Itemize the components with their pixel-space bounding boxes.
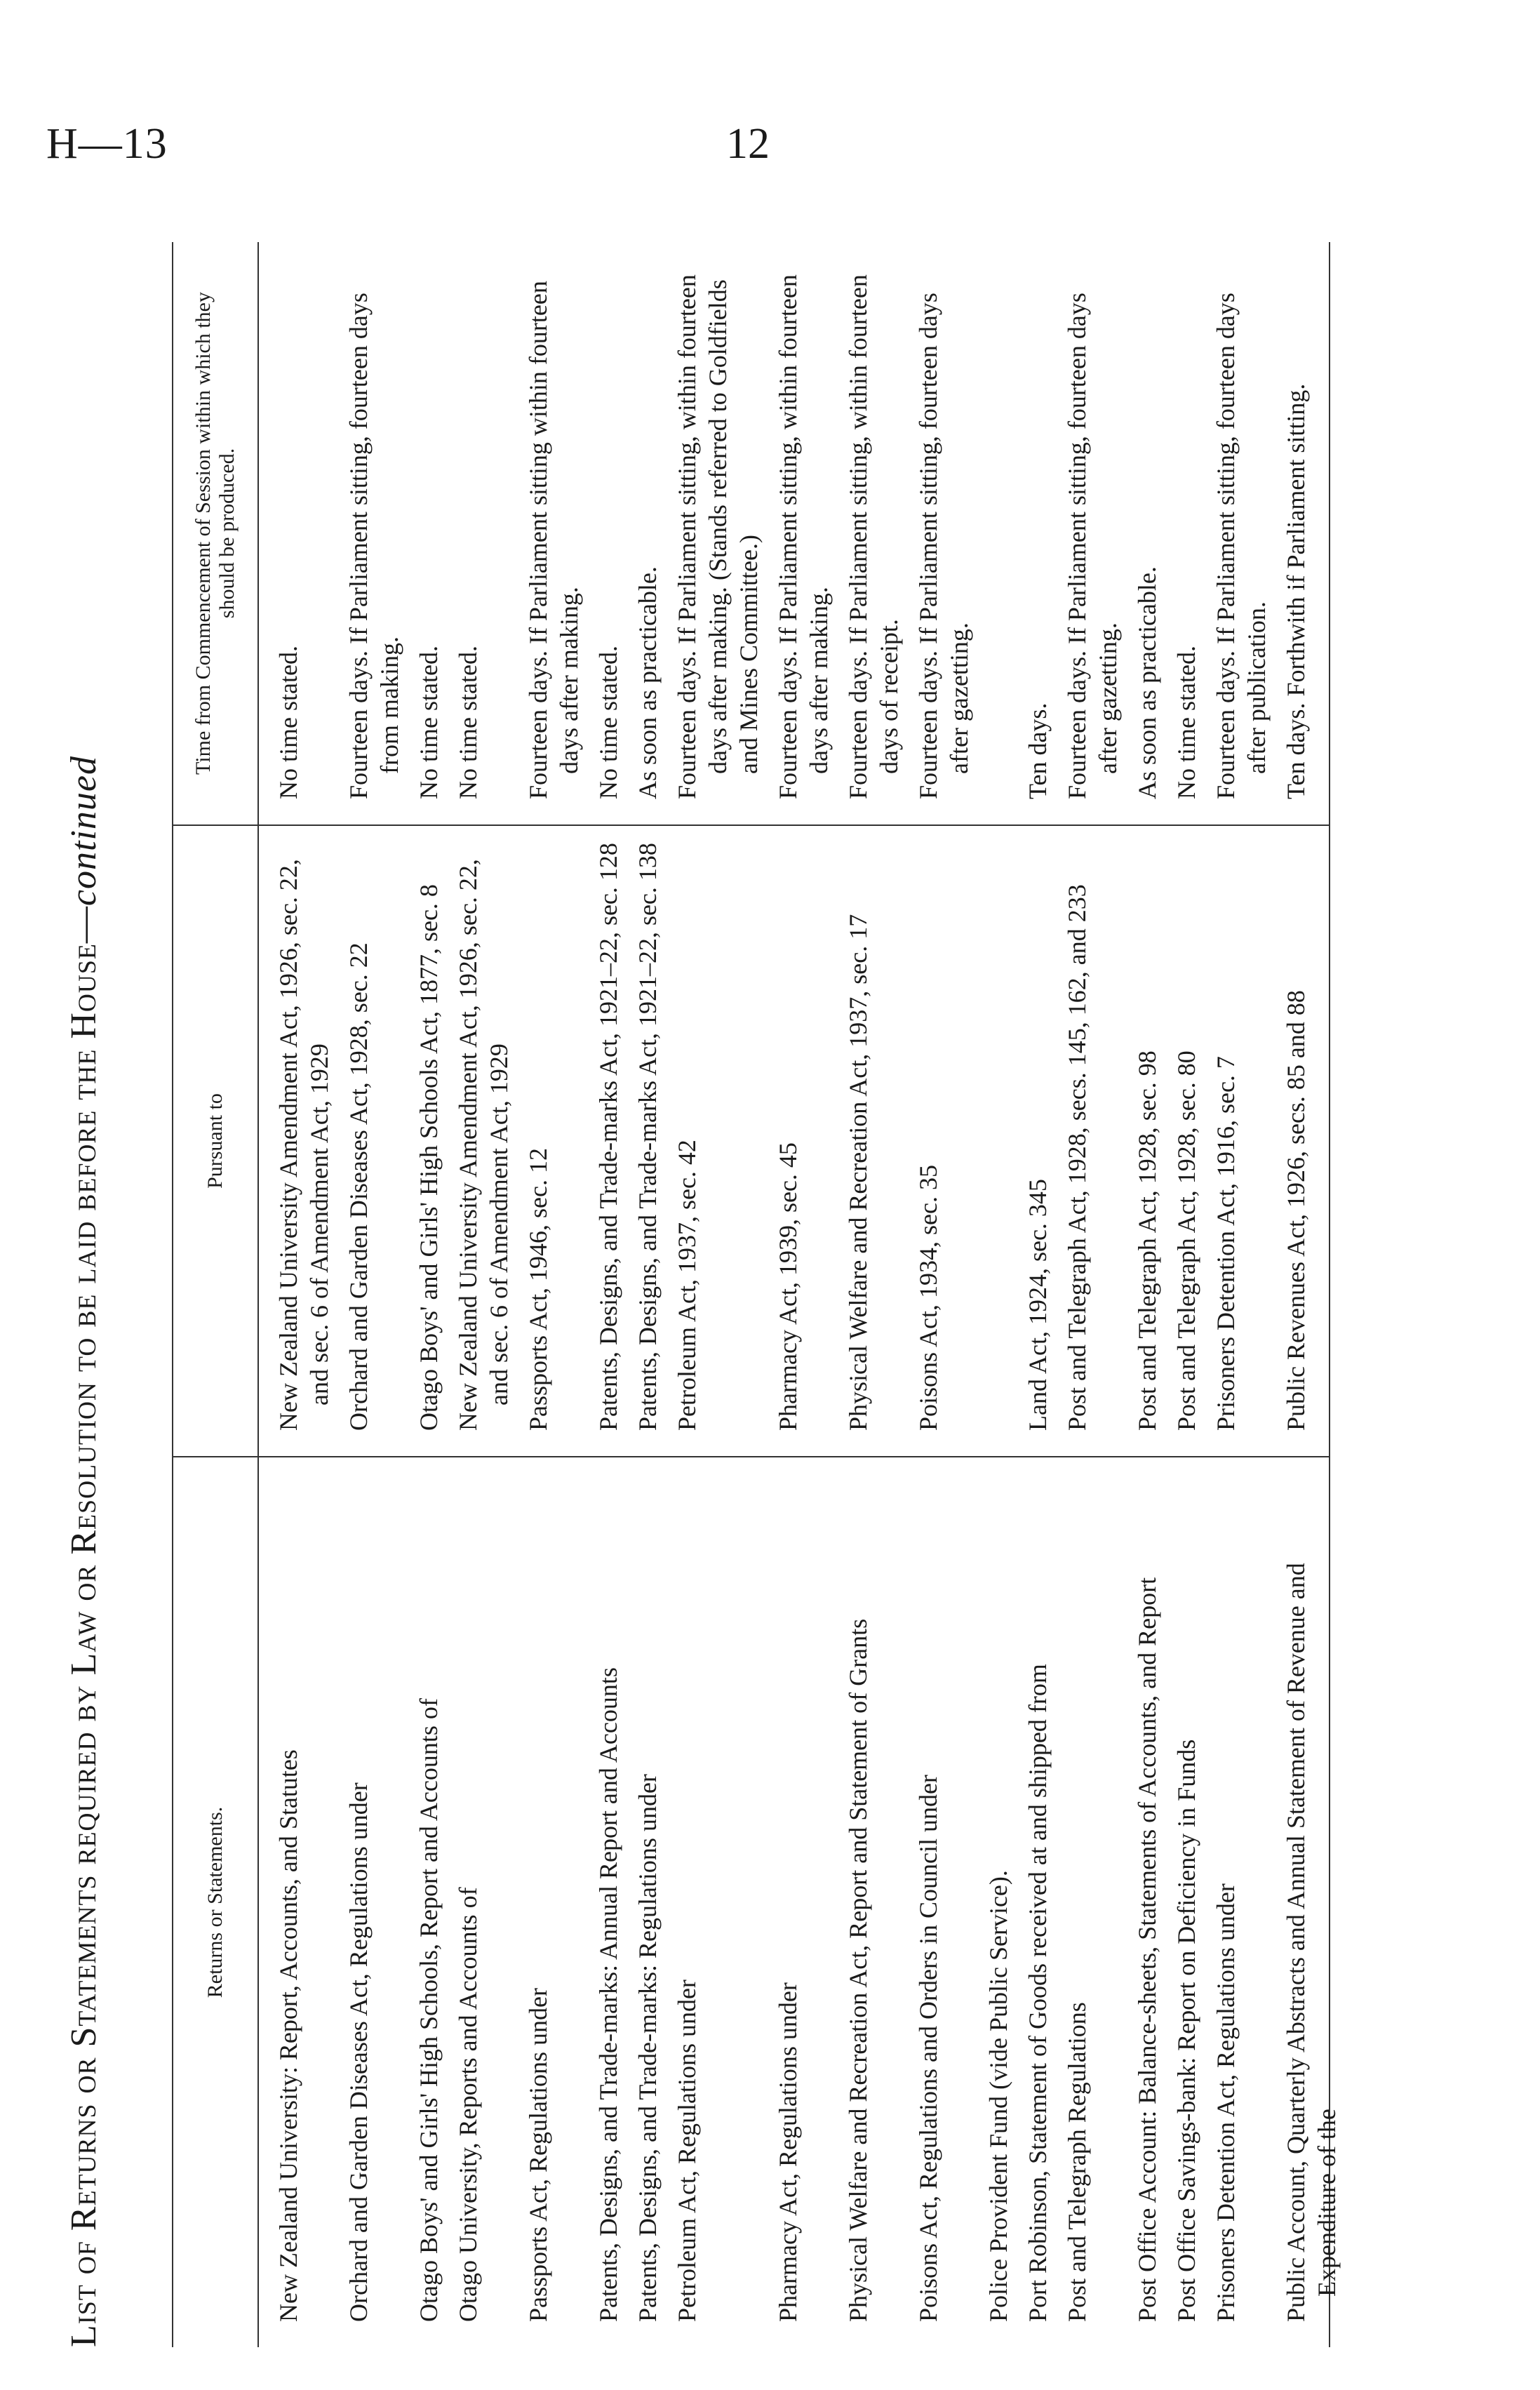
table-body [259,242,1341,2347]
cell-pursuant: Post and Telegraph Act, 1928, secs. 145, 162, and 233 [1063,884,1091,1431]
cell-pursuant: Orchard and Garden Diseases Act, 1928, sec. 22 [344,942,373,1431]
cell-time: Fourteen days. If Parliament sitting, within fourteen days after making. (Stands referred to Goldfields and Mines Committee.) [673,274,763,799]
cell-pursuant: Petroleum Act, 1937, sec. 42 [673,1140,701,1431]
cell-returns: Post Office Savings-bank: Report on Deficiency in Funds [1172,1739,1200,2322]
returns-table [172,242,1341,2347]
table-title-main: List of Returns or Statements required by Law or Resolution to be laid before the House— [64,906,104,2347]
cell-pursuant: Physical Welfare and Recreation Act, 1937, sec. 17 [844,914,872,1431]
cell-time: Ten days. [1024,702,1052,799]
cell-returns: Otago University, Reports and Accounts of [454,1887,482,2322]
column-returns [259,1456,1341,2347]
cell-time: Fourteen days. If Parliament sitting, fourteen days after publication. [1212,293,1271,799]
cell-pursuant: Otago Boys' and Girls' High Schools Act, 1877, sec. 8 [415,884,443,1431]
page-reference: H—13 [46,120,168,168]
cell-time: No time stated. [594,646,622,799]
cell-returns: Petroleum Act, Regulations under [673,1980,701,2322]
cell-pursuant: New Zealand University Amendment Act, 1926, sec. 22, and sec. 6 of Amendment Act, 1929 [454,859,513,1431]
cell-pursuant [983,840,1014,1431]
column-pursuant [259,825,1329,1456]
cell-time: Fourteen days. If Parliament sitting, fourteen days from making. [344,293,403,799]
cell-pursuant: Prisoners Detention Act, 1916, sec. 7 [1212,1056,1240,1431]
cell-returns: Passports Act, Regulations under [524,1988,552,2322]
cell-pursuant: Post and Telegraph Act, 1928, sec. 98 [1133,1050,1161,1431]
cell-pursuant: Poisons Act, 1934, sec. 35 [914,1164,942,1431]
cell-time: Ten days. Forthwith if Parliament sitting. [1282,383,1310,799]
page-header [0,119,1540,182]
cell-returns: Patents, Designs, and Trade-marks: Annual Report and Accounts [594,1667,622,2322]
cell-returns: Patents, Designs, and Trade-marks: Regulations under [634,1774,662,2322]
cell-time: Fourteen days. If Parliament sitting within fourteen days after making. [524,281,583,799]
cell-returns: Post Office Account: Balance-sheets, Statements of Accounts, and Report [1133,1577,1161,2322]
table-header [173,242,259,2347]
cell-returns: Pharmacy Act, Regulations under [774,1982,802,2322]
cell-returns: Police Provident Fund (vide Public Service). [984,1870,1012,2322]
cell-pursuant: Passports Act, 1946, sec. 12 [524,1148,552,1431]
header-returns: Returns or Statements. [173,1456,257,2347]
cell-returns: Orchard and Garden Diseases Act, Regulations under [344,1782,373,2322]
table-title [49,242,119,2347]
cell-returns: Otago Boys' and Girls' High Schools, Report and Accounts of [415,1698,443,2322]
cell-time: No time stated. [1172,646,1200,799]
cell-time: As soon as practicable. [1133,566,1161,799]
header-pursuant: Pursuant to [173,825,257,1456]
cell-pursuant: New Zealand University Amendment Act, 1926, sec. 22, and sec. 6 of Amendment Act, 1929 [274,859,333,1431]
rotated-table-area [49,242,1382,2347]
header-time: Time from Commencement of Session within which they should be produced. [192,292,239,775]
cell-returns: New Zealand University: Report, Accounts, and Statutes [274,1749,302,2322]
cell-time [983,256,1014,799]
cell-time: No time stated. [274,646,302,799]
cell-returns: Prisoners Detention Act, Regulations under [1212,1883,1240,2322]
cell-time: No time stated. [454,646,482,799]
column-time [259,242,1329,825]
cell-pursuant: Public Revenues Act, 1926, secs. 85 and 88 [1282,990,1310,1431]
cell-returns: Poisons Act, Regulations and Orders in Council under [914,1775,942,2322]
cell-returns: Public Account, Quarterly Abstracts and Annual Statement of Revenue and Expenditure of the [1282,1563,1341,2322]
cell-returns: Post and Telegraph Regulations [1063,2002,1091,2322]
cell-time: As soon as practicable. [634,566,662,799]
cell-time: Fourteen days. If Parliament sitting, within fourteen days of receipt. [844,274,903,799]
page-number: 12 [726,120,770,168]
cell-returns: Port Robinson, Statement of Goods received at and shipped from [1024,1664,1052,2322]
cell-pursuant: Patents, Designs, and Trade-marks Act, 1921–22, sec. 138 [634,843,662,1431]
cell-time: No time stated. [415,646,443,799]
cell-returns: Physical Welfare and Recreation Act, Report and Statement of Grants [844,1618,872,2322]
cell-time: Fourteen days. If Parliament sitting, within fourteen days after making. [774,274,833,799]
cell-pursuant: Pharmacy Act, 1939, sec. 45 [774,1142,802,1431]
cell-pursuant: Land Act, 1924, sec. 345 [1024,1179,1052,1431]
cell-time: Fourteen days. If Parliament sitting, fourteen days after gazetting. [914,293,973,799]
cell-pursuant: Patents, Designs, and Trade-marks Act, 1921–22, sec. 128 [594,843,622,1431]
table-title-continued: continued [64,756,104,907]
cell-time: Fourteen days. If Parliament sitting, fourteen days after gazetting. [1063,293,1122,799]
cell-pursuant: Post and Telegraph Act, 1928, sec. 80 [1172,1050,1200,1431]
